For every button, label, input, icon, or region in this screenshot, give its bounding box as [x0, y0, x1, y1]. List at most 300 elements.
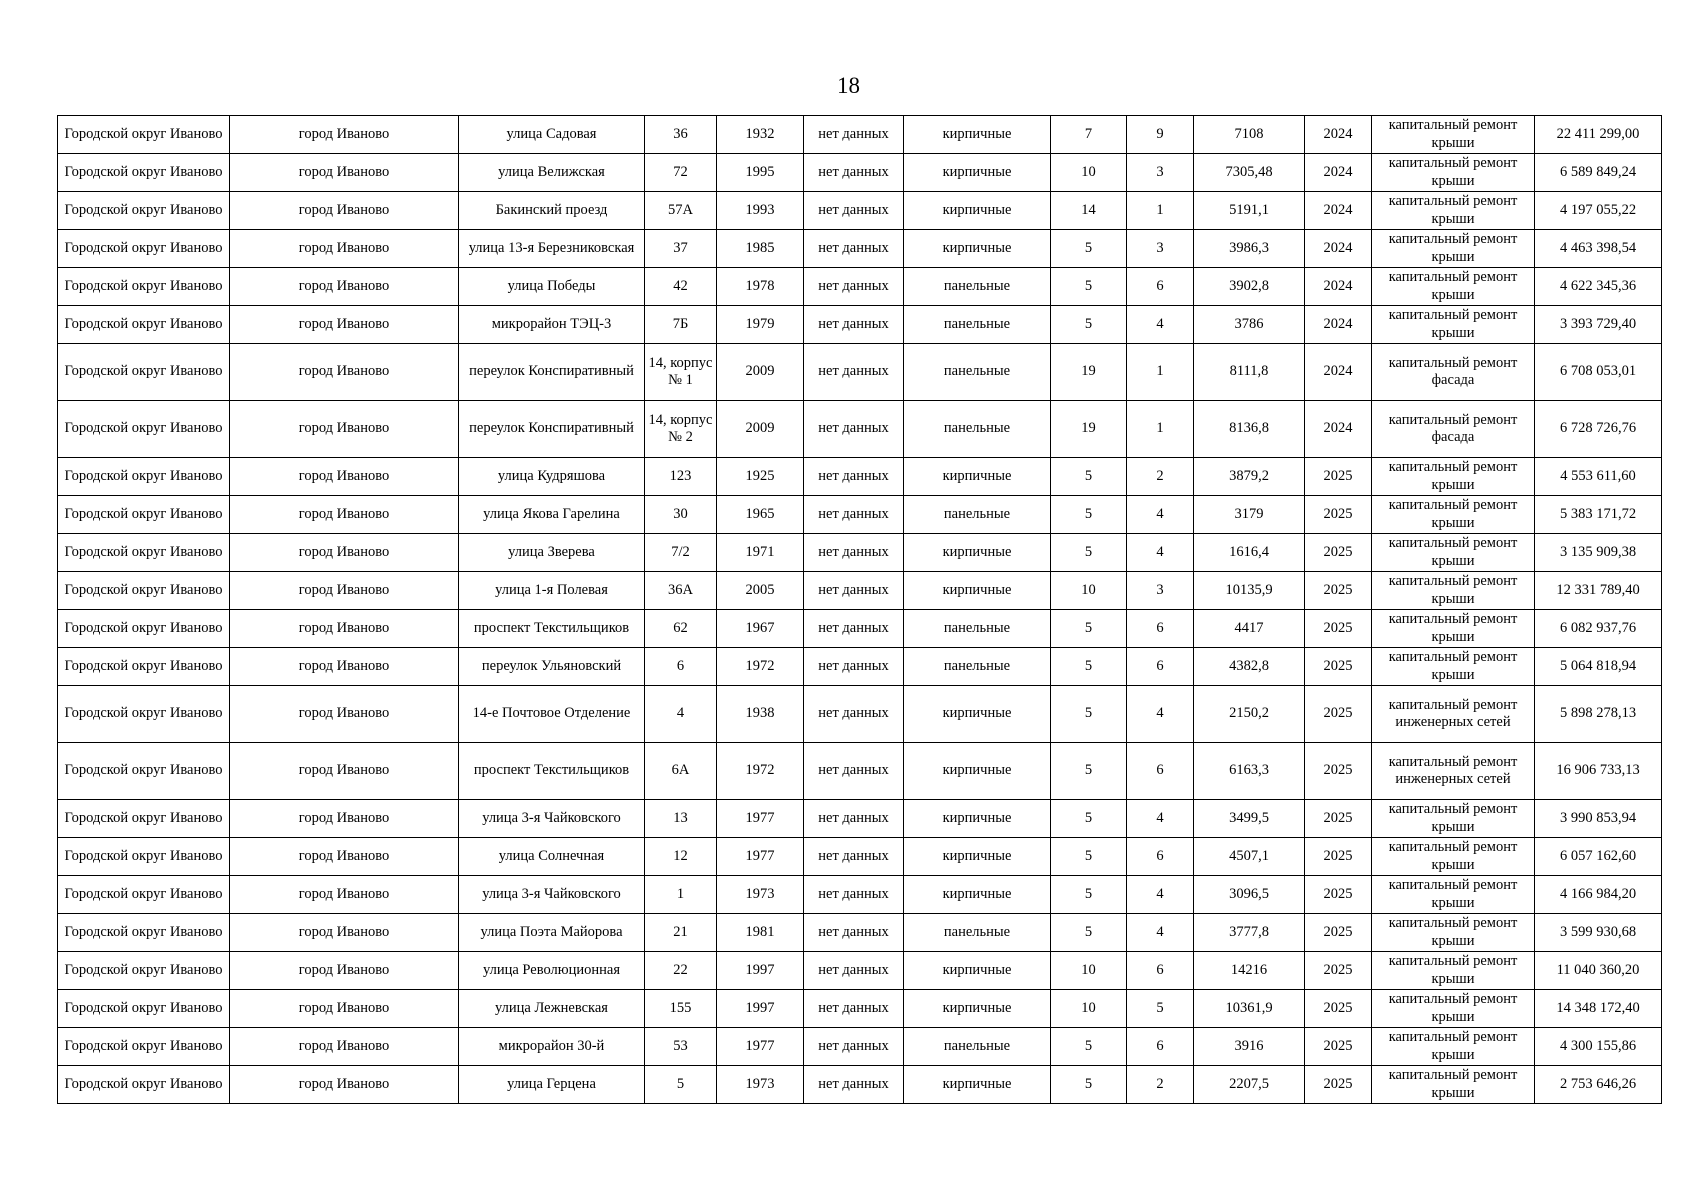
plan-year-cell: 2025	[1305, 610, 1372, 648]
house-number-cell: 6А	[645, 743, 717, 800]
city-cell: город Иваново	[230, 1028, 459, 1066]
cost-cell: 4 300 155,86	[1535, 1028, 1662, 1066]
work-type-cell: капитальный ремонт крыши	[1372, 192, 1535, 230]
entrances-cell: 4	[1127, 496, 1194, 534]
status-cell: нет данных	[804, 800, 904, 838]
entrances-cell: 1	[1127, 401, 1194, 458]
build-year-cell: 1985	[717, 230, 804, 268]
street-cell: улица Лежневская	[459, 990, 645, 1028]
entrances-cell: 4	[1127, 914, 1194, 952]
area-cell: 3879,2	[1194, 458, 1305, 496]
wall-material-cell: кирпичные	[904, 800, 1051, 838]
table-row	[58, 572, 1662, 610]
wall-material-cell: кирпичные	[904, 743, 1051, 800]
status-cell: нет данных	[804, 534, 904, 572]
house-number-cell: 57А	[645, 192, 717, 230]
area-cell: 2150,2	[1194, 686, 1305, 743]
area-cell: 6163,3	[1194, 743, 1305, 800]
city-cell: город Иваново	[230, 496, 459, 534]
city-cell: город Иваново	[230, 401, 459, 458]
work-type-cell: капитальный ремонт фасада	[1372, 344, 1535, 401]
cost-cell: 2 753 646,26	[1535, 1066, 1662, 1104]
cost-cell: 22 411 299,00	[1535, 116, 1662, 154]
city-cell: город Иваново	[230, 914, 459, 952]
build-year-cell: 1972	[717, 648, 804, 686]
house-number-cell: 7/2	[645, 534, 717, 572]
plan-year-cell: 2024	[1305, 344, 1372, 401]
work-type-cell: капитальный ремонт крыши	[1372, 1066, 1535, 1104]
work-type-cell: капитальный ремонт крыши	[1372, 458, 1535, 496]
district-cell: Городской округ Иваново	[58, 648, 230, 686]
build-year-cell: 1938	[717, 686, 804, 743]
house-number-cell: 6	[645, 648, 717, 686]
area-cell: 3777,8	[1194, 914, 1305, 952]
status-cell: нет данных	[804, 496, 904, 534]
table-row	[58, 230, 1662, 268]
district-cell: Городской округ Иваново	[58, 838, 230, 876]
street-cell: переулок Конспиративный	[459, 401, 645, 458]
city-cell: город Иваново	[230, 116, 459, 154]
cost-cell: 4 553 611,60	[1535, 458, 1662, 496]
entrances-cell: 5	[1127, 990, 1194, 1028]
status-cell: нет данных	[804, 648, 904, 686]
city-cell: город Иваново	[230, 1066, 459, 1104]
entrances-cell: 6	[1127, 268, 1194, 306]
table-row	[58, 1066, 1662, 1104]
floors-cell: 19	[1051, 401, 1127, 458]
build-year-cell: 1977	[717, 838, 804, 876]
area-cell: 3986,3	[1194, 230, 1305, 268]
build-year-cell: 1993	[717, 192, 804, 230]
house-number-cell: 21	[645, 914, 717, 952]
district-cell: Городской округ Иваново	[58, 401, 230, 458]
plan-year-cell: 2025	[1305, 686, 1372, 743]
wall-material-cell: кирпичные	[904, 1066, 1051, 1104]
work-type-cell: капитальный ремонт крыши	[1372, 496, 1535, 534]
cost-cell: 6 589 849,24	[1535, 154, 1662, 192]
street-cell: Бакинский проезд	[459, 192, 645, 230]
wall-material-cell: панельные	[904, 496, 1051, 534]
table-row	[58, 838, 1662, 876]
floors-cell: 5	[1051, 914, 1127, 952]
floors-cell: 5	[1051, 1066, 1127, 1104]
street-cell: улица 1-я Полевая	[459, 572, 645, 610]
entrances-cell: 3	[1127, 572, 1194, 610]
house-number-cell: 36А	[645, 572, 717, 610]
cost-cell: 4 166 984,20	[1535, 876, 1662, 914]
work-type-cell: капитальный ремонт крыши	[1372, 838, 1535, 876]
table-row	[58, 458, 1662, 496]
wall-material-cell: кирпичные	[904, 116, 1051, 154]
entrances-cell: 6	[1127, 743, 1194, 800]
cost-cell: 4 622 345,36	[1535, 268, 1662, 306]
wall-material-cell: кирпичные	[904, 952, 1051, 990]
district-cell: Городской округ Иваново	[58, 306, 230, 344]
wall-material-cell: панельные	[904, 1028, 1051, 1066]
street-cell: улица Кудряшова	[459, 458, 645, 496]
district-cell: Городской округ Иваново	[58, 610, 230, 648]
entrances-cell: 4	[1127, 876, 1194, 914]
build-year-cell: 1981	[717, 914, 804, 952]
build-year-cell: 1973	[717, 1066, 804, 1104]
cost-cell: 16 906 733,13	[1535, 743, 1662, 800]
cost-cell: 3 599 930,68	[1535, 914, 1662, 952]
area-cell: 8136,8	[1194, 401, 1305, 458]
district-cell: Городской округ Иваново	[58, 268, 230, 306]
house-number-cell: 42	[645, 268, 717, 306]
wall-material-cell: кирпичные	[904, 990, 1051, 1028]
district-cell: Городской округ Иваново	[58, 876, 230, 914]
build-year-cell: 1973	[717, 876, 804, 914]
city-cell: город Иваново	[230, 230, 459, 268]
plan-year-cell: 2025	[1305, 458, 1372, 496]
floors-cell: 5	[1051, 1028, 1127, 1066]
work-type-cell: капитальный ремонт крыши	[1372, 116, 1535, 154]
plan-year-cell: 2025	[1305, 838, 1372, 876]
plan-year-cell: 2024	[1305, 306, 1372, 344]
entrances-cell: 1	[1127, 344, 1194, 401]
cost-cell: 3 990 853,94	[1535, 800, 1662, 838]
status-cell: нет данных	[804, 914, 904, 952]
district-cell: Городской округ Иваново	[58, 154, 230, 192]
build-year-cell: 2009	[717, 401, 804, 458]
street-cell: улица Революционная	[459, 952, 645, 990]
city-cell: город Иваново	[230, 610, 459, 648]
work-type-cell: капитальный ремонт крыши	[1372, 268, 1535, 306]
area-cell: 7108	[1194, 116, 1305, 154]
area-cell: 3096,5	[1194, 876, 1305, 914]
work-type-cell: капитальный ремонт крыши	[1372, 800, 1535, 838]
house-number-cell: 62	[645, 610, 717, 648]
street-cell: переулок Ульяновский	[459, 648, 645, 686]
city-cell: город Иваново	[230, 572, 459, 610]
table-row	[58, 534, 1662, 572]
street-cell: улица 13-я Березниковская	[459, 230, 645, 268]
entrances-cell: 4	[1127, 686, 1194, 743]
build-year-cell: 1997	[717, 990, 804, 1028]
house-number-cell: 37	[645, 230, 717, 268]
house-number-cell: 155	[645, 990, 717, 1028]
cost-cell: 6 082 937,76	[1535, 610, 1662, 648]
table-row	[58, 401, 1662, 458]
house-number-cell: 72	[645, 154, 717, 192]
city-cell: город Иваново	[230, 534, 459, 572]
entrances-cell: 6	[1127, 610, 1194, 648]
table-row	[58, 306, 1662, 344]
city-cell: город Иваново	[230, 306, 459, 344]
area-cell: 3179	[1194, 496, 1305, 534]
floors-cell: 5	[1051, 876, 1127, 914]
district-cell: Городской округ Иваново	[58, 686, 230, 743]
area-cell: 2207,5	[1194, 1066, 1305, 1104]
status-cell: нет данных	[804, 686, 904, 743]
cost-cell: 4 197 055,22	[1535, 192, 1662, 230]
work-type-cell: капитальный ремонт крыши	[1372, 572, 1535, 610]
table-row	[58, 1028, 1662, 1066]
entrances-cell: 2	[1127, 458, 1194, 496]
street-cell: микрорайон ТЭЦ-3	[459, 306, 645, 344]
build-year-cell: 1971	[717, 534, 804, 572]
build-year-cell: 1977	[717, 800, 804, 838]
house-number-cell: 4	[645, 686, 717, 743]
floors-cell: 10	[1051, 154, 1127, 192]
entrances-cell: 6	[1127, 648, 1194, 686]
work-type-cell: капитальный ремонт крыши	[1372, 914, 1535, 952]
work-type-cell: капитальный ремонт крыши	[1372, 610, 1535, 648]
wall-material-cell: панельные	[904, 610, 1051, 648]
wall-material-cell: кирпичные	[904, 458, 1051, 496]
street-cell: проспект Текстильщиков	[459, 743, 645, 800]
work-type-cell: капитальный ремонт инженерных сетей	[1372, 686, 1535, 743]
wall-material-cell: кирпичные	[904, 686, 1051, 743]
wall-material-cell: панельные	[904, 648, 1051, 686]
cost-cell: 14 348 172,40	[1535, 990, 1662, 1028]
build-year-cell: 2009	[717, 344, 804, 401]
entrances-cell: 9	[1127, 116, 1194, 154]
floors-cell: 5	[1051, 610, 1127, 648]
status-cell: нет данных	[804, 401, 904, 458]
entrances-cell: 1	[1127, 192, 1194, 230]
plan-year-cell: 2024	[1305, 116, 1372, 154]
floors-cell: 5	[1051, 458, 1127, 496]
table-row	[58, 686, 1662, 743]
cost-cell: 5 898 278,13	[1535, 686, 1662, 743]
status-cell: нет данных	[804, 572, 904, 610]
cost-cell: 3 393 729,40	[1535, 306, 1662, 344]
status-cell: нет данных	[804, 610, 904, 648]
floors-cell: 5	[1051, 230, 1127, 268]
street-cell: проспект Текстильщиков	[459, 610, 645, 648]
street-cell: улица Победы	[459, 268, 645, 306]
floors-cell: 5	[1051, 648, 1127, 686]
work-type-cell: капитальный ремонт инженерных сетей	[1372, 743, 1535, 800]
status-cell: нет данных	[804, 458, 904, 496]
status-cell: нет данных	[804, 1028, 904, 1066]
wall-material-cell: кирпичные	[904, 876, 1051, 914]
work-type-cell: капитальный ремонт крыши	[1372, 154, 1535, 192]
district-cell: Городской округ Иваново	[58, 800, 230, 838]
street-cell: улица Велижская	[459, 154, 645, 192]
floors-cell: 10	[1051, 990, 1127, 1028]
house-number-cell: 12	[645, 838, 717, 876]
build-year-cell: 2005	[717, 572, 804, 610]
entrances-cell: 6	[1127, 838, 1194, 876]
house-number-cell: 36	[645, 116, 717, 154]
city-cell: город Иваново	[230, 648, 459, 686]
plan-year-cell: 2025	[1305, 952, 1372, 990]
wall-material-cell: кирпичные	[904, 572, 1051, 610]
cost-cell: 3 135 909,38	[1535, 534, 1662, 572]
area-cell: 5191,1	[1194, 192, 1305, 230]
build-year-cell: 1925	[717, 458, 804, 496]
work-type-cell: капитальный ремонт крыши	[1372, 990, 1535, 1028]
street-cell: переулок Конспиративный	[459, 344, 645, 401]
district-cell: Городской округ Иваново	[58, 990, 230, 1028]
entrances-cell: 4	[1127, 800, 1194, 838]
city-cell: город Иваново	[230, 268, 459, 306]
plan-year-cell: 2025	[1305, 1066, 1372, 1104]
house-number-cell: 7Б	[645, 306, 717, 344]
entrances-cell: 6	[1127, 952, 1194, 990]
build-year-cell: 1997	[717, 952, 804, 990]
district-cell: Городской округ Иваново	[58, 458, 230, 496]
status-cell: нет данных	[804, 192, 904, 230]
city-cell: город Иваново	[230, 990, 459, 1028]
house-number-cell: 14, корпус № 2	[645, 401, 717, 458]
cost-cell: 11 040 360,20	[1535, 952, 1662, 990]
city-cell: город Иваново	[230, 154, 459, 192]
street-cell: улица Садовая	[459, 116, 645, 154]
area-cell: 8111,8	[1194, 344, 1305, 401]
table-row	[58, 116, 1662, 154]
floors-cell: 5	[1051, 268, 1127, 306]
wall-material-cell: панельные	[904, 268, 1051, 306]
floors-cell: 5	[1051, 800, 1127, 838]
wall-material-cell: кирпичные	[904, 192, 1051, 230]
area-cell: 1616,4	[1194, 534, 1305, 572]
city-cell: город Иваново	[230, 743, 459, 800]
status-cell: нет данных	[804, 952, 904, 990]
area-cell: 3786	[1194, 306, 1305, 344]
plan-year-cell: 2025	[1305, 1028, 1372, 1066]
housing-repair-table	[57, 115, 1662, 1104]
cost-cell: 12 331 789,40	[1535, 572, 1662, 610]
area-cell: 4507,1	[1194, 838, 1305, 876]
street-cell: 14-е Почтовое Отделение	[459, 686, 645, 743]
build-year-cell: 1972	[717, 743, 804, 800]
cost-cell: 6 708 053,01	[1535, 344, 1662, 401]
work-type-cell: капитальный ремонт крыши	[1372, 648, 1535, 686]
street-cell: улица Герцена	[459, 1066, 645, 1104]
entrances-cell: 4	[1127, 534, 1194, 572]
area-cell: 10361,9	[1194, 990, 1305, 1028]
district-cell: Городской округ Иваново	[58, 914, 230, 952]
floors-cell: 7	[1051, 116, 1127, 154]
status-cell: нет данных	[804, 154, 904, 192]
plan-year-cell: 2025	[1305, 800, 1372, 838]
house-number-cell: 22	[645, 952, 717, 990]
plan-year-cell: 2025	[1305, 496, 1372, 534]
table-row	[58, 344, 1662, 401]
area-cell: 3916	[1194, 1028, 1305, 1066]
work-type-cell: капитальный ремонт крыши	[1372, 876, 1535, 914]
house-number-cell: 1	[645, 876, 717, 914]
cost-cell: 4 463 398,54	[1535, 230, 1662, 268]
floors-cell: 19	[1051, 344, 1127, 401]
table-row	[58, 876, 1662, 914]
city-cell: город Иваново	[230, 838, 459, 876]
build-year-cell: 1977	[717, 1028, 804, 1066]
build-year-cell: 1932	[717, 116, 804, 154]
wall-material-cell: кирпичные	[904, 838, 1051, 876]
cost-cell: 5 064 818,94	[1535, 648, 1662, 686]
plan-year-cell: 2024	[1305, 154, 1372, 192]
house-number-cell: 14, корпус № 1	[645, 344, 717, 401]
status-cell: нет данных	[804, 344, 904, 401]
floors-cell: 5	[1051, 686, 1127, 743]
street-cell: улица Зверева	[459, 534, 645, 572]
wall-material-cell: панельные	[904, 914, 1051, 952]
city-cell: город Иваново	[230, 192, 459, 230]
wall-material-cell: панельные	[904, 401, 1051, 458]
street-cell: улица 3-я Чайковского	[459, 876, 645, 914]
plan-year-cell: 2025	[1305, 534, 1372, 572]
entrances-cell: 6	[1127, 1028, 1194, 1066]
house-number-cell: 53	[645, 1028, 717, 1066]
house-number-cell: 123	[645, 458, 717, 496]
table-row	[58, 268, 1662, 306]
work-type-cell: капитальный ремонт крыши	[1372, 230, 1535, 268]
work-type-cell: капитальный ремонт фасада	[1372, 401, 1535, 458]
table-row	[58, 154, 1662, 192]
work-type-cell: капитальный ремонт крыши	[1372, 534, 1535, 572]
wall-material-cell: панельные	[904, 306, 1051, 344]
city-cell: город Иваново	[230, 344, 459, 401]
status-cell: нет данных	[804, 990, 904, 1028]
table-row	[58, 648, 1662, 686]
status-cell: нет данных	[804, 306, 904, 344]
plan-year-cell: 2024	[1305, 401, 1372, 458]
floors-cell: 10	[1051, 572, 1127, 610]
build-year-cell: 1995	[717, 154, 804, 192]
district-cell: Городской округ Иваново	[58, 1066, 230, 1104]
build-year-cell: 1965	[717, 496, 804, 534]
street-cell: микрорайон 30-й	[459, 1028, 645, 1066]
district-cell: Городской округ Иваново	[58, 192, 230, 230]
wall-material-cell: кирпичные	[904, 154, 1051, 192]
floors-cell: 5	[1051, 838, 1127, 876]
area-cell: 7305,48	[1194, 154, 1305, 192]
entrances-cell: 3	[1127, 154, 1194, 192]
entrances-cell: 2	[1127, 1066, 1194, 1104]
city-cell: город Иваново	[230, 876, 459, 914]
work-type-cell: капитальный ремонт крыши	[1372, 952, 1535, 990]
district-cell: Городской округ Иваново	[58, 230, 230, 268]
street-cell: улица 3-я Чайковского	[459, 800, 645, 838]
plan-year-cell: 2025	[1305, 743, 1372, 800]
build-year-cell: 1978	[717, 268, 804, 306]
status-cell: нет данных	[804, 1066, 904, 1104]
district-cell: Городской округ Иваново	[58, 952, 230, 990]
plan-year-cell: 2025	[1305, 876, 1372, 914]
cost-cell: 5 383 171,72	[1535, 496, 1662, 534]
table-row	[58, 914, 1662, 952]
plan-year-cell: 2024	[1305, 230, 1372, 268]
street-cell: улица Поэта Майорова	[459, 914, 645, 952]
house-number-cell: 30	[645, 496, 717, 534]
area-cell: 3499,5	[1194, 800, 1305, 838]
floors-cell: 14	[1051, 192, 1127, 230]
table-row	[58, 192, 1662, 230]
table-row	[58, 800, 1662, 838]
district-cell: Городской округ Иваново	[58, 534, 230, 572]
district-cell: Городской округ Иваново	[58, 572, 230, 610]
district-cell: Городской округ Иваново	[58, 344, 230, 401]
table-row	[58, 610, 1662, 648]
status-cell: нет данных	[804, 838, 904, 876]
cost-cell: 6 728 726,76	[1535, 401, 1662, 458]
table-row	[58, 990, 1662, 1028]
floors-cell: 5	[1051, 743, 1127, 800]
build-year-cell: 1979	[717, 306, 804, 344]
house-number-cell: 13	[645, 800, 717, 838]
district-cell: Городской округ Иваново	[58, 116, 230, 154]
area-cell: 4382,8	[1194, 648, 1305, 686]
district-cell: Городской округ Иваново	[58, 1028, 230, 1066]
floors-cell: 5	[1051, 306, 1127, 344]
status-cell: нет данных	[804, 743, 904, 800]
street-cell: улица Солнечная	[459, 838, 645, 876]
